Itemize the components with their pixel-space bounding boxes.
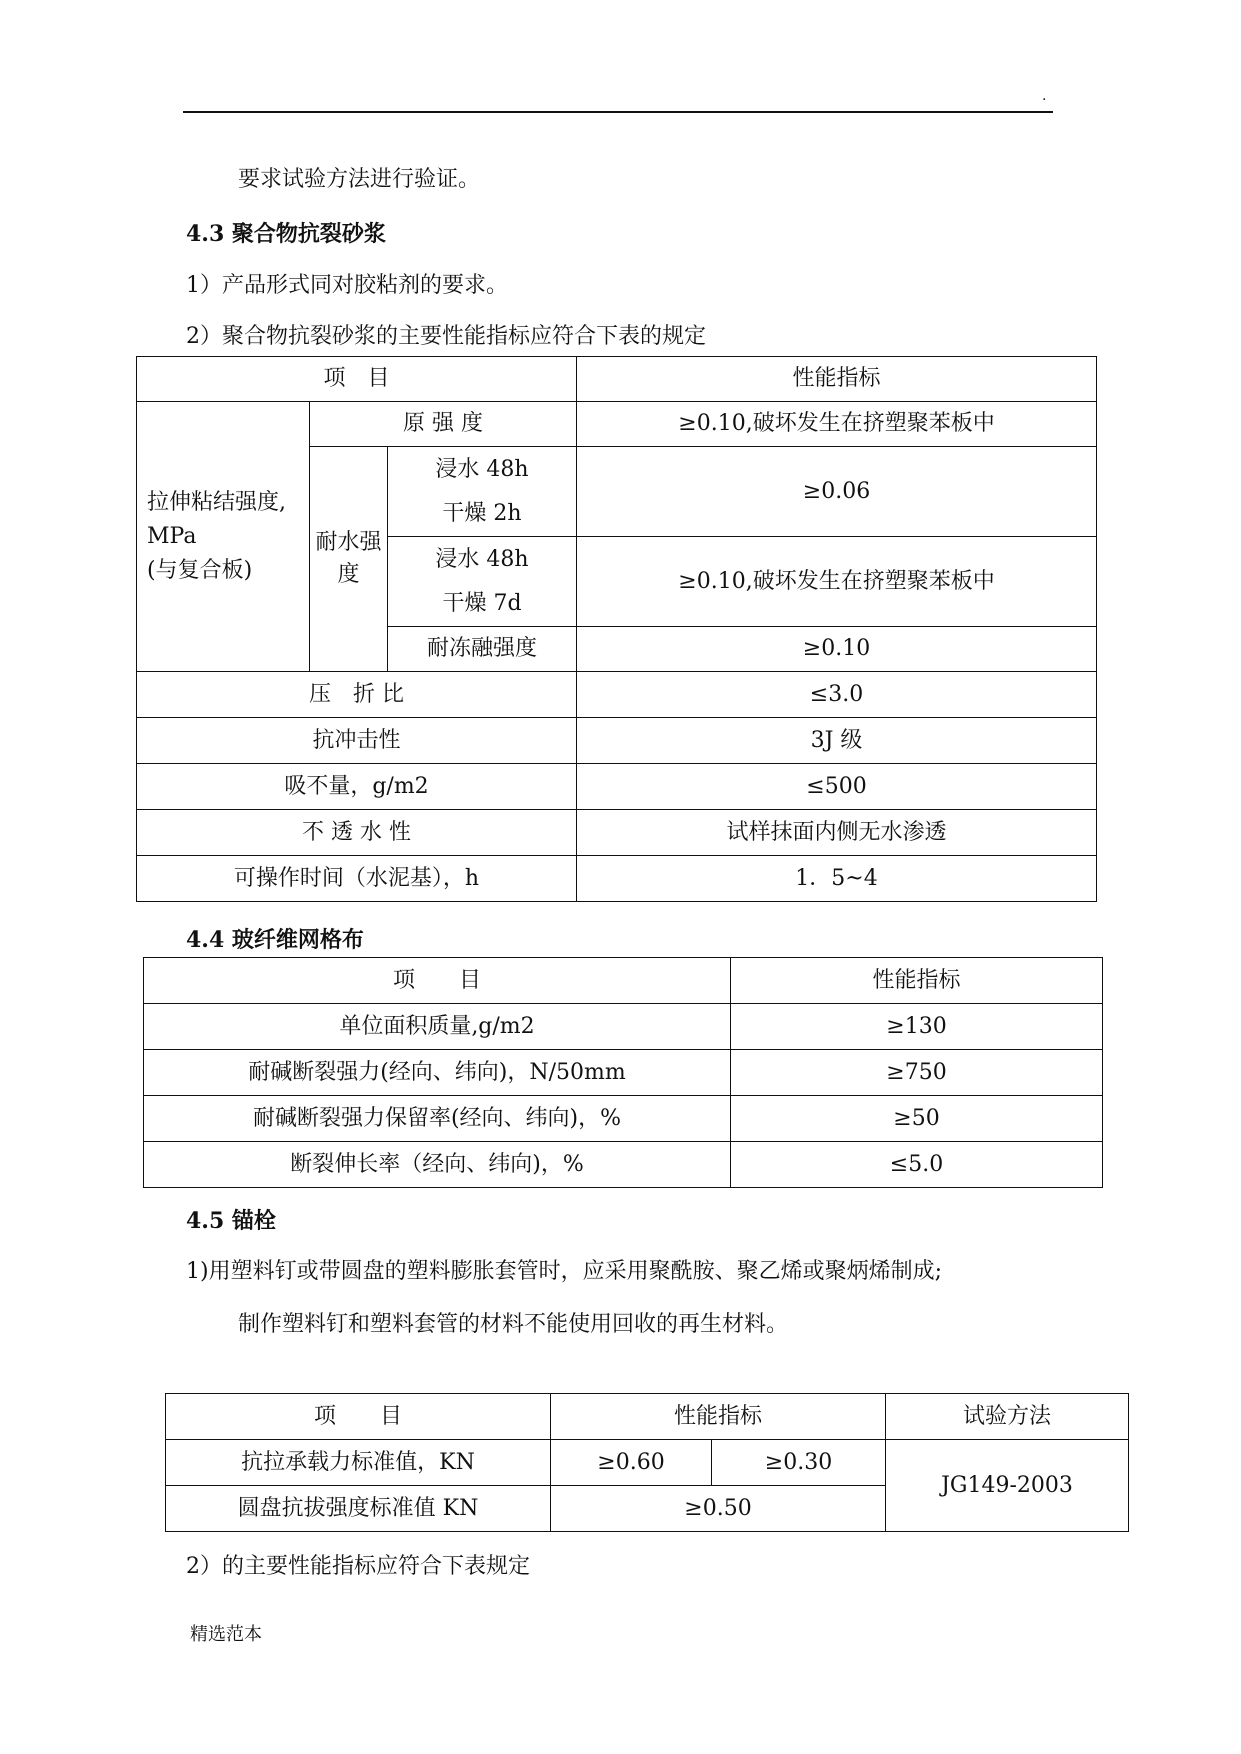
row-impact-resistance-value: 3J 级	[577, 718, 1097, 764]
row-impermeability: 不 透 水 性	[137, 810, 577, 856]
paragraph-anchor-item-1-cont: 制作塑料钉和塑料套管的材料不能使用回收的再生材料。	[238, 1312, 789, 1337]
tensile-bond-group-label	[137, 402, 310, 672]
group-label-line-3: (与复合板)	[147, 557, 253, 583]
row-working-time-value: 1．5~4	[577, 856, 1097, 902]
table-row-item: 耐碱断裂强力(经向、纬向)，N/50mm	[144, 1050, 731, 1096]
anchor-bolt-table	[165, 1393, 1129, 1532]
row-water-absorption-value: ≤500	[577, 764, 1097, 810]
table-row-value: ≥130	[731, 1004, 1103, 1050]
table3-header-performance: 性能指标	[551, 1394, 886, 1440]
section-heading-4-5: 4.5 锚栓	[186, 1208, 276, 1234]
test-method-standard: JG149-2003	[886, 1440, 1129, 1532]
table2-header-performance: 性能指标	[731, 958, 1103, 1004]
table-row-value: ≥50	[731, 1096, 1103, 1142]
row-soak-dry-7d	[388, 537, 577, 627]
soak-48h-label-2: 浸水 48h	[435, 546, 529, 572]
header-rule	[183, 111, 1053, 113]
soak-48h-label: 浸水 48h	[435, 456, 529, 482]
paragraph-anchor-item-1: 1)用塑料钉或带圆盘的塑料膨胀套管时，应采用聚酰胺、聚乙烯或聚炳烯制成;	[186, 1259, 942, 1284]
row-compression-ratio: 压 折 比	[137, 672, 577, 718]
footer-text: 精选范本	[190, 1624, 262, 1645]
section-heading-4-3: 4.3 聚合物抗裂砂浆	[186, 221, 386, 247]
water-resistance-label: 耐水强度	[310, 447, 388, 672]
row-disc-pullout: 圆盘抗拔强度标准值 KN	[166, 1486, 551, 1532]
row-soak-dry-7d-value: ≥0.10,破坏发生在挤塑聚苯板中	[577, 537, 1097, 627]
table3-header-item: 项 目	[166, 1394, 551, 1440]
mortar-performance-table	[136, 356, 1097, 902]
row-freeze-thaw: 耐冻融强度	[388, 627, 577, 672]
paragraph-continuation: 要求试验方法进行验证。	[238, 167, 481, 192]
table-row-value: ≤5.0	[731, 1142, 1103, 1188]
row-soak-dry-2h-value: ≥0.06	[577, 447, 1097, 537]
header-dot: .	[1042, 88, 1047, 104]
table-header-item: 项 目	[137, 357, 577, 402]
row-original-strength-value: ≥0.10,破坏发生在挤塑聚苯板中	[577, 402, 1097, 447]
table-row-value: ≥750	[731, 1050, 1103, 1096]
group-label-line-1: 拉伸粘结强度,	[147, 489, 286, 515]
dry-7d-label: 干燥 7d	[442, 590, 522, 616]
table-row-item: 耐碱断裂强力保留率(经向、纬向)，%	[144, 1096, 731, 1142]
row-water-absorption: 吸不量，g/m2	[137, 764, 577, 810]
row-original-strength: 原 强 度	[310, 402, 577, 447]
table-row-item: 单位面积质量,g/m2	[144, 1004, 731, 1050]
group-label-line-2: MPa	[147, 523, 197, 549]
row-tensile-capacity-value-2: ≥0.30	[712, 1440, 886, 1486]
table2-header-item: 项 目	[144, 958, 731, 1004]
table-header-performance: 性能指标	[577, 357, 1097, 402]
paragraph-item-2-anchor: 2）的主要性能指标应符合下表规定	[186, 1554, 530, 1579]
row-impermeability-value: 试样抹面内侧无水渗透	[577, 810, 1097, 856]
table3-header-test-method: 试验方法	[886, 1394, 1129, 1440]
paragraph-item-1: 1）产品形式同对胶粘剂的要求。	[186, 273, 508, 298]
row-impact-resistance: 抗冲击性	[137, 718, 577, 764]
row-tensile-capacity: 抗拉承载力标准值，KN	[166, 1440, 551, 1486]
table-row-item: 断裂伸长率（经向、纬向)，%	[144, 1142, 731, 1188]
row-working-time: 可操作时间（水泥基），h	[137, 856, 577, 902]
fiberglass-mesh-table	[143, 957, 1103, 1188]
section-heading-4-4: 4.4 玻纤维网格布	[186, 927, 364, 953]
paragraph-item-2: 2）聚合物抗裂砂浆的主要性能指标应符合下表的规定	[186, 324, 706, 349]
dry-2h-label: 干燥 2h	[442, 500, 522, 526]
row-disc-pullout-value: ≥0.50	[551, 1486, 886, 1532]
row-soak-dry-2h	[388, 447, 577, 537]
row-freeze-thaw-value: ≥0.10	[577, 627, 1097, 672]
row-tensile-capacity-value-1: ≥0.60	[551, 1440, 712, 1486]
row-compression-ratio-value: ≤3.0	[577, 672, 1097, 718]
